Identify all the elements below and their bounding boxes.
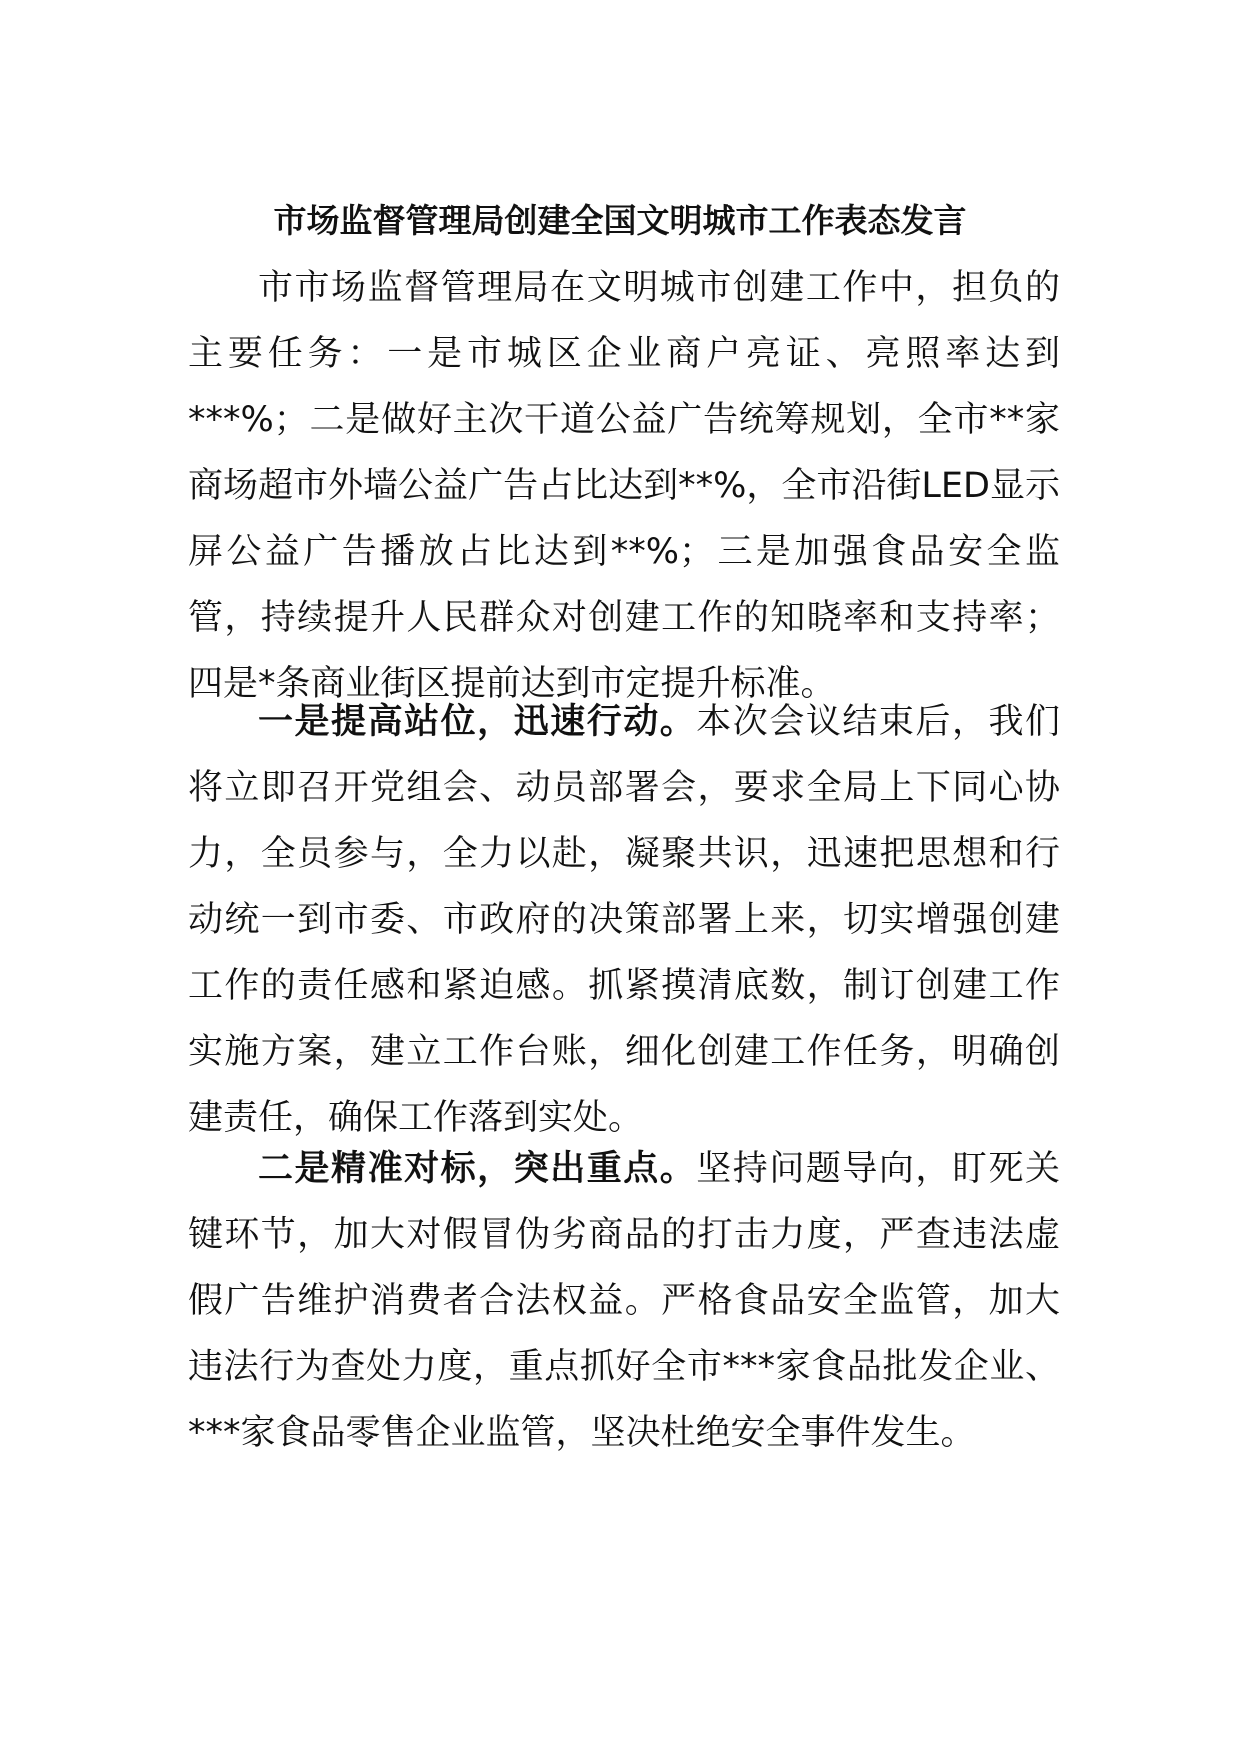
paragraph-section-one (188, 689, 1060, 1151)
section-one-text: 本次会议结束后，我们将立即召开党组会、动员部署会，要求全局上下同心协力，全员参与，全力以赴，凝聚共识，迅速把思想和行动统一到市委、市政府的决策部署上来，切实增强创建工作的责任感和紧迫感。抓紧摸清底数，制订创建工作实施方案，建立工作台账，细化创建工作任务，明确创建责任，确保工作落到实处。 (188, 702, 1060, 1138)
paragraph-section-two-body (188, 1136, 1060, 1466)
section-one-heading: 一是提高站位，迅速行动。 (258, 702, 697, 742)
paragraph-section-one-body (188, 689, 1060, 1151)
document-title: 市场监督管理局创建全国文明城市工作表态发言 (273, 201, 967, 240)
section-two-heading: 二是精准对标，突出重点。 (258, 1149, 697, 1189)
paragraph-intro-text: 市市场监督管理局在文明城市创建工作中，担负的主要任务：一是市城区企业商户亮证、亮照率达到***%；二是做好主次干道公益广告统筹规划，全市**家商场超市外墙公益广告占比达到**%，全市沿街LED显示屏公益广告播放占比达到**%；三是加强食品安全监管，持续提升人民群众对创建工作的知晓率和支持率；四是*条商业街区提前达到市定提升标准。 (188, 268, 1060, 704)
paragraph-section-two (188, 1136, 1060, 1466)
section-two-text: 坚持问题导向，盯死关键环节，加大对假冒伪劣商品的打击力度，严查违法虚假广告维护消费者合法权益。严格食品安全监管，加大违法行为查处力度，重点抓好全市***家食品批发企业、***家食品零售企业监管，坚决杜绝安全事件发生。 (188, 1149, 1060, 1453)
paragraph-intro (188, 255, 1060, 717)
